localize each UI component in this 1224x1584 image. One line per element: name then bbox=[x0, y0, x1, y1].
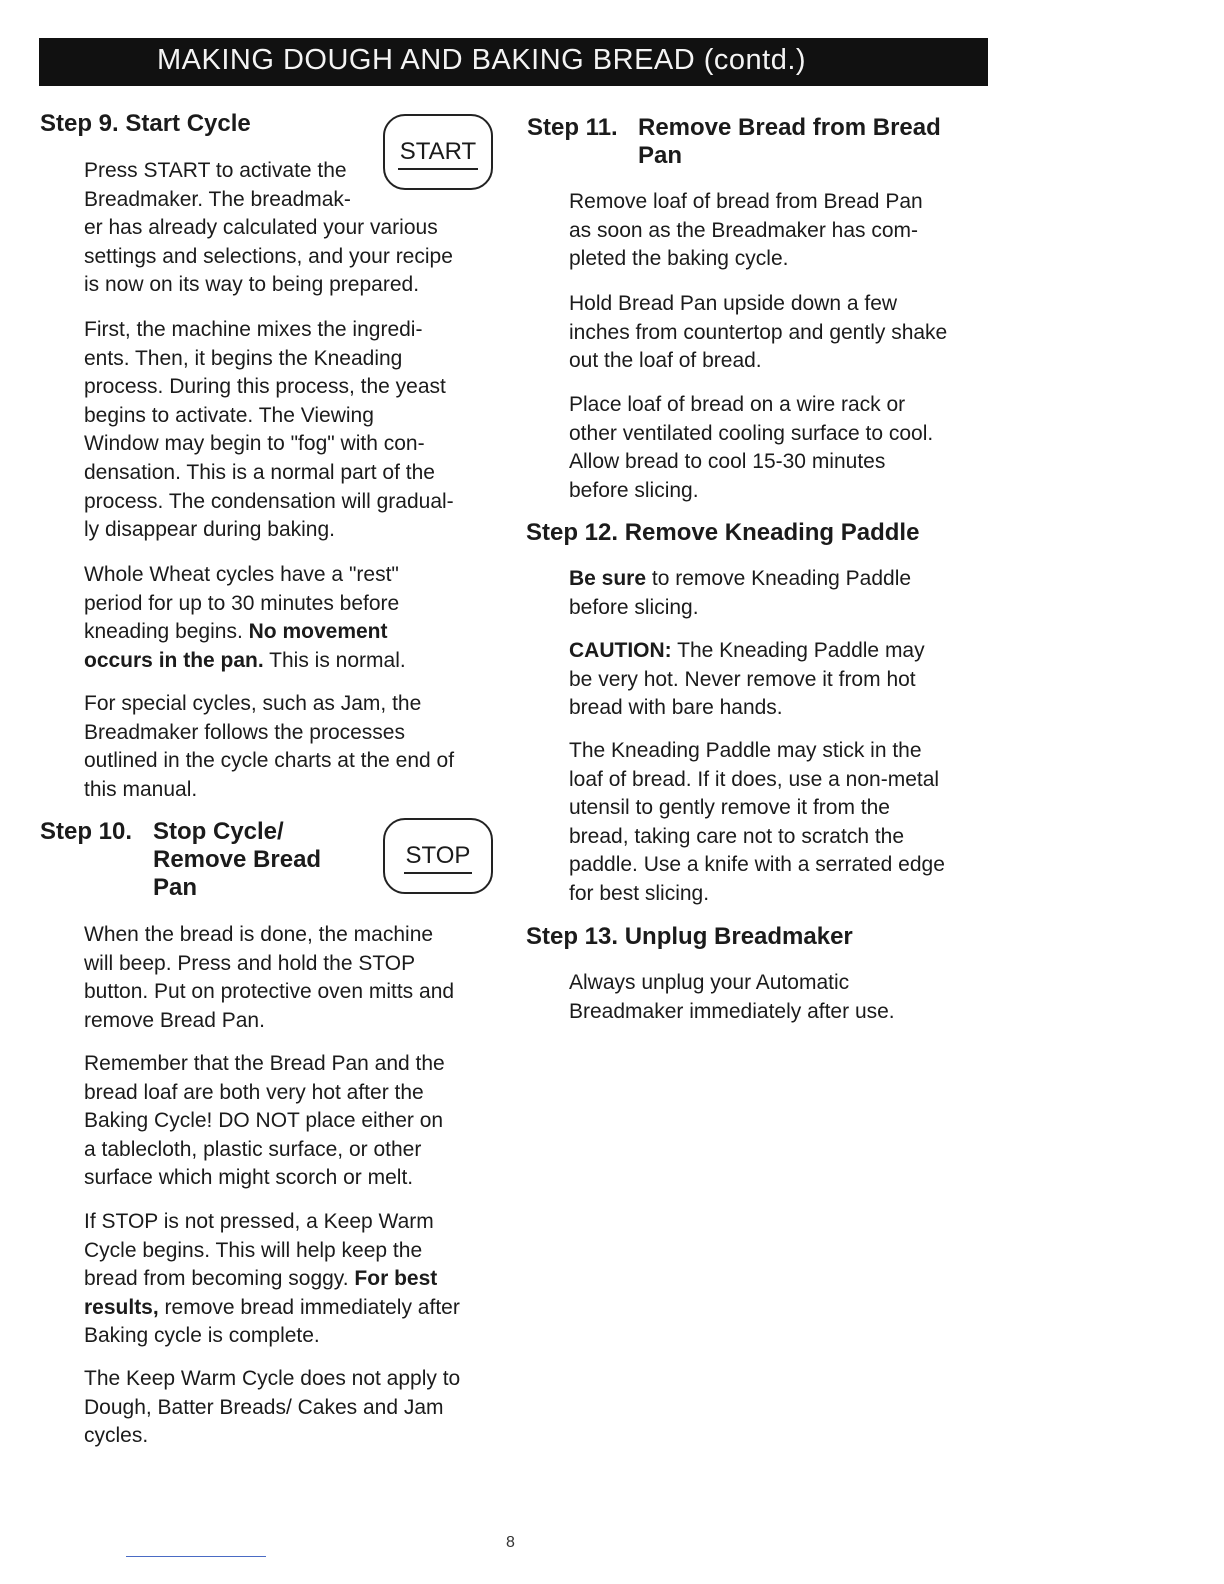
step12-paragraph-3: The Kneading Paddle may stick in the loaf of bread. If it does, use a non-metal utensil to gently remove it from the bread, taking care not to scratch the paddle. Use a knife with a serrated edge for best slicing. bbox=[569, 739, 945, 905]
step12-caution: CAUTION: The Kneading Paddle may be very hot. Never remove it from hot bread with bare hands. bbox=[569, 639, 925, 720]
page-banner bbox=[39, 38, 988, 86]
start-button-label: START bbox=[398, 138, 478, 170]
step12-heading: Step 12. Remove Kneading Paddle bbox=[526, 519, 920, 546]
step10-title: Stop Cycle/ Remove Bread Pan bbox=[153, 818, 322, 901]
step10-number: Step 10. bbox=[40, 818, 133, 845]
step10-paragraph-2: Remember that the Bread Pan and the bread loaf are both very hot after the Baking Cycle! DO NOT place either on a tablecloth, plastic surface, or other surface which might scorch or melt. bbox=[84, 1052, 445, 1190]
step12-paragraph-1: Be sure to remove Kneading Paddle before slicing. bbox=[569, 567, 912, 619]
step10-heading bbox=[40, 818, 132, 846]
results-emphasis: results, bbox=[84, 1295, 159, 1319]
step11-number: Step 11. bbox=[527, 114, 618, 141]
step13-paragraph-1: Always unplug your Automatic Breadmaker immediately after use. bbox=[569, 971, 895, 1023]
step11-heading bbox=[527, 114, 618, 142]
be-sure-emphasis: Be sure bbox=[569, 567, 647, 590]
step10-paragraph-1: When the bread is done, the machine will beep. Press and hold the STOP button. Put on protective oven mitts and remove Bread Pan. bbox=[84, 923, 455, 1032]
caution-label: CAUTION: bbox=[569, 639, 672, 662]
occurs-in-pan-emphasis: occurs in the pan. bbox=[84, 648, 264, 672]
step9-paragraph-4: For special cycles, such as Jam, the Breadmaker follows the processes outlined in the cycle charts at the end of this manual. bbox=[84, 692, 455, 801]
no-movement-emphasis: No movement bbox=[248, 620, 388, 644]
step9-heading: Step 9. Start Cycle bbox=[40, 110, 251, 137]
step9-paragraph-3: Whole Wheat cycles have a "rest" period for up to 30 minutes before kneading begins. No movement occurs in the pan. This is normal. bbox=[84, 563, 406, 672]
step11-title: Remove Bread from Bread Pan bbox=[638, 114, 941, 169]
for-best-emphasis: For best bbox=[354, 1267, 438, 1291]
step10-paragraph-4: The Keep Warm Cycle does not apply to Dough, Batter Breads/ Cakes and Jam cycles. bbox=[84, 1367, 461, 1448]
stop-button-label: STOP bbox=[404, 842, 473, 874]
step11-paragraph-3: Place loaf of bread on a wire rack or other ventilated cooling surface to cool. Allow bread to cool 15-30 minutes before slicing. bbox=[569, 393, 934, 502]
step13-heading: Step 13. Unplug Breadmaker bbox=[526, 923, 853, 950]
step10-paragraph-3: If STOP is not pressed, a Keep Warm Cycle begins. This will help keep the bread from becoming soggy. For best results, remove bread immediately after Baking cycle is complete. bbox=[84, 1210, 460, 1348]
step11-paragraph-1: Remove loaf of bread from Bread Pan as soon as the Breadmaker has com- pleted the baking cycle. bbox=[569, 190, 923, 271]
stop-button-illustration bbox=[383, 818, 493, 894]
page-number: 8 bbox=[506, 1534, 515, 1551]
step11-paragraph-2: Hold Bread Pan upside down a few inches from countertop and gently shake out the loaf of bread. bbox=[569, 292, 948, 373]
banner-title: MAKING DOUGH AND BAKING BREAD (contd.) bbox=[157, 44, 807, 76]
footer-rule bbox=[126, 1556, 266, 1557]
step9-paragraph-2: First, the machine mixes the ingredi- ents. Then, it begins the Kneading process. During this process, the yeast begins to activate. The Viewing Window may begin to "fog" with con- densation. This is a normal part of the process. The condensation will gradual- ly disappear during baking. bbox=[84, 318, 454, 542]
step9-paragraph-1: Press START to activate the Breadmaker. The breadmak- er has already calculated your various settings and selections, and your recipe is now on its way to being prepared. bbox=[84, 159, 453, 297]
